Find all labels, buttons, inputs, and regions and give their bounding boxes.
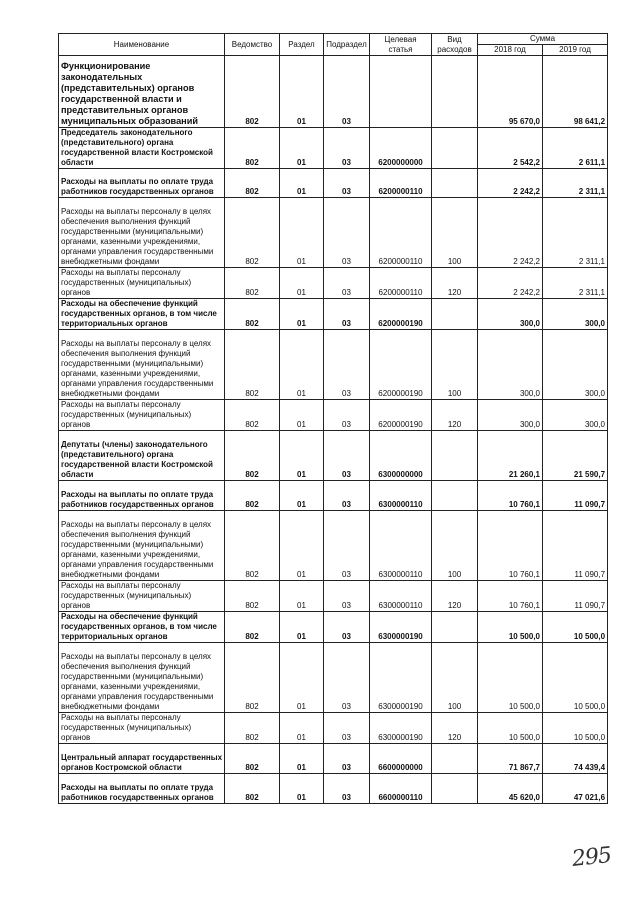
cell-target-article: 6200000000 <box>370 128 432 169</box>
cell-section: 01 <box>280 713 324 744</box>
cell-target-article: 6300000110 <box>370 511 432 581</box>
cell-subsection: 03 <box>324 128 370 169</box>
cell-name: Расходы на выплаты по оплате труда работников государственных органов <box>59 481 225 511</box>
cell-section: 01 <box>280 128 324 169</box>
cell-section: 01 <box>280 431 324 481</box>
cell-amount-2019: 300,0 <box>543 299 608 330</box>
cell-expense-type <box>432 56 478 128</box>
budget-table-page <box>58 33 608 804</box>
table-row <box>59 128 608 169</box>
cell-subsection: 03 <box>324 581 370 612</box>
cell-subsection: 03 <box>324 774 370 804</box>
cell-expense-type: 100 <box>432 643 478 713</box>
cell-subsection: 03 <box>324 198 370 268</box>
table-row <box>59 511 608 581</box>
cell-name: Расходы на выплаты персоналу в целях обеспечения выполнения функций государственными (муниципальными) органами, казенными учреждениями, органами управления государственными внебюджетными фондами <box>59 330 225 400</box>
cell-name: Расходы на обеспечение функций государственных органов, в том числе территориальных органов <box>59 612 225 643</box>
cell-target-article: 6300000110 <box>370 481 432 511</box>
cell-name: Расходы на выплаты персоналу государственных (муниципальных) органов <box>59 581 225 612</box>
cell-amount-2019: 98 641,2 <box>543 56 608 128</box>
cell-amount-2019: 74 439,4 <box>543 744 608 774</box>
cell-target-article: 6200000190 <box>370 330 432 400</box>
cell-section: 01 <box>280 744 324 774</box>
cell-amount-2018: 10 760,1 <box>478 511 543 581</box>
cell-expense-type <box>432 774 478 804</box>
cell-subsection: 03 <box>324 56 370 128</box>
budget-table-body <box>59 56 608 804</box>
cell-name: Расходы на выплаты персоналу в целях обеспечения выполнения функций государственными (муниципальными) органами, казенными учреждениями, органами управления государственными внебюджетными фондами <box>59 198 225 268</box>
cell-target-article: 6200000110 <box>370 169 432 198</box>
cell-expense-type <box>432 481 478 511</box>
cell-expense-type <box>432 431 478 481</box>
cell-department: 802 <box>225 431 280 481</box>
cell-department: 802 <box>225 169 280 198</box>
cell-department: 802 <box>225 481 280 511</box>
cell-subsection: 03 <box>324 431 370 481</box>
cell-department: 802 <box>225 643 280 713</box>
cell-target-article: 6300000190 <box>370 643 432 713</box>
cell-amount-2019: 10 500,0 <box>543 612 608 643</box>
table-row <box>59 774 608 804</box>
cell-subsection: 03 <box>324 299 370 330</box>
cell-expense-type: 120 <box>432 268 478 299</box>
table-row <box>59 400 608 431</box>
cell-subsection: 03 <box>324 400 370 431</box>
cell-subsection: 03 <box>324 612 370 643</box>
cell-target-article: 6200000110 <box>370 268 432 299</box>
cell-name: Расходы на выплаты персоналу в целях обеспечения выполнения функций государственными (муниципальными) органами, казенными учреждениями, органами управления государственными внебюджетными фондами <box>59 643 225 713</box>
col-header-department: Ведомство <box>225 34 280 56</box>
table-row <box>59 169 608 198</box>
table-row <box>59 268 608 299</box>
cell-expense-type: 100 <box>432 511 478 581</box>
cell-expense-type: 120 <box>432 400 478 431</box>
cell-section: 01 <box>280 299 324 330</box>
cell-target-article: 6300000110 <box>370 581 432 612</box>
cell-target-article: 6200000190 <box>370 400 432 431</box>
cell-amount-2018: 71 867,7 <box>478 744 543 774</box>
cell-subsection: 03 <box>324 268 370 299</box>
page-number: 295 <box>570 843 613 872</box>
cell-amount-2018: 21 260,1 <box>478 431 543 481</box>
cell-department: 802 <box>225 268 280 299</box>
cell-department: 802 <box>225 56 280 128</box>
cell-department: 802 <box>225 744 280 774</box>
cell-amount-2019: 2 611,1 <box>543 128 608 169</box>
col-header-target-article: Целевая статья <box>370 34 432 56</box>
cell-department: 802 <box>225 774 280 804</box>
cell-section: 01 <box>280 268 324 299</box>
cell-department: 802 <box>225 400 280 431</box>
cell-subsection: 03 <box>324 744 370 774</box>
table-row <box>59 431 608 481</box>
cell-amount-2018: 300,0 <box>478 299 543 330</box>
budget-table <box>58 33 608 804</box>
table-row <box>59 643 608 713</box>
col-header-2019: 2019 год <box>543 45 608 56</box>
cell-expense-type <box>432 128 478 169</box>
cell-amount-2019: 11 090,7 <box>543 511 608 581</box>
cell-subsection: 03 <box>324 713 370 744</box>
cell-amount-2019: 2 311,1 <box>543 268 608 299</box>
cell-amount-2019: 10 500,0 <box>543 713 608 744</box>
cell-subsection: 03 <box>324 481 370 511</box>
cell-name: Расходы на выплаты по оплате труда работников государственных органов <box>59 169 225 198</box>
cell-target-article: 6300000190 <box>370 713 432 744</box>
cell-amount-2019: 11 090,7 <box>543 581 608 612</box>
cell-department: 802 <box>225 198 280 268</box>
cell-amount-2018: 10 500,0 <box>478 643 543 713</box>
cell-amount-2018: 2 242,2 <box>478 268 543 299</box>
col-header-amount: Сумма <box>478 34 608 45</box>
cell-amount-2019: 300,0 <box>543 400 608 431</box>
cell-expense-type <box>432 612 478 643</box>
cell-section: 01 <box>280 400 324 431</box>
cell-target-article: 6600000000 <box>370 744 432 774</box>
table-row <box>59 713 608 744</box>
cell-target-article: 6300000000 <box>370 431 432 481</box>
cell-section: 01 <box>280 643 324 713</box>
cell-expense-type: 100 <box>432 330 478 400</box>
cell-name: Функционирование законодательных (представительных) органов государственной власти и представительных органов муниципальных образований <box>59 56 225 128</box>
table-row <box>59 56 608 128</box>
cell-target-article: 6600000110 <box>370 774 432 804</box>
cell-section: 01 <box>280 198 324 268</box>
cell-name: Расходы на выплаты персоналу государственных (муниципальных) органов <box>59 268 225 299</box>
cell-section: 01 <box>280 330 324 400</box>
cell-target-article: 6300000190 <box>370 612 432 643</box>
cell-amount-2018: 10 500,0 <box>478 612 543 643</box>
cell-department: 802 <box>225 128 280 169</box>
cell-amount-2018: 45 620,0 <box>478 774 543 804</box>
cell-expense-type <box>432 169 478 198</box>
cell-amount-2019: 300,0 <box>543 330 608 400</box>
table-row <box>59 330 608 400</box>
cell-amount-2019: 2 311,1 <box>543 169 608 198</box>
cell-section: 01 <box>280 774 324 804</box>
cell-amount-2019: 10 500,0 <box>543 643 608 713</box>
cell-subsection: 03 <box>324 643 370 713</box>
cell-subsection: 03 <box>324 330 370 400</box>
table-row <box>59 581 608 612</box>
cell-amount-2018: 300,0 <box>478 330 543 400</box>
cell-department: 802 <box>225 713 280 744</box>
col-header-section: Раздел <box>280 34 324 56</box>
cell-amount-2019: 2 311,1 <box>543 198 608 268</box>
cell-name: Депутаты (члены) законодательного (представительного) органа государственной власти Костромской области <box>59 431 225 481</box>
table-row <box>59 198 608 268</box>
cell-name: Расходы на выплаты персоналу государственных (муниципальных) органов <box>59 400 225 431</box>
cell-name: Расходы на выплаты персоналу в целях обеспечения выполнения функций государственными (муниципальными) органами, казенными учреждениями, органами управления государственными внебюджетными фондами <box>59 511 225 581</box>
cell-subsection: 03 <box>324 169 370 198</box>
cell-amount-2018: 2 242,2 <box>478 198 543 268</box>
cell-department: 802 <box>225 299 280 330</box>
cell-expense-type: 120 <box>432 713 478 744</box>
cell-department: 802 <box>225 581 280 612</box>
cell-section: 01 <box>280 481 324 511</box>
cell-section: 01 <box>280 511 324 581</box>
cell-amount-2018: 10 760,1 <box>478 581 543 612</box>
cell-target-article <box>370 56 432 128</box>
cell-expense-type <box>432 744 478 774</box>
cell-amount-2018: 95 670,0 <box>478 56 543 128</box>
cell-amount-2018: 300,0 <box>478 400 543 431</box>
cell-section: 01 <box>280 612 324 643</box>
cell-expense-type: 120 <box>432 581 478 612</box>
cell-department: 802 <box>225 330 280 400</box>
col-header-expense-type: Вид расходов <box>432 34 478 56</box>
cell-name: Расходы на выплаты персоналу государственных (муниципальных) органов <box>59 713 225 744</box>
cell-target-article: 6200000110 <box>370 198 432 268</box>
col-header-name: Наименование <box>59 34 225 56</box>
cell-target-article: 6200000190 <box>370 299 432 330</box>
cell-department: 802 <box>225 511 280 581</box>
cell-name: Расходы на выплаты по оплате труда работников государственных органов <box>59 774 225 804</box>
cell-amount-2018: 2 242,2 <box>478 169 543 198</box>
cell-amount-2019: 21 590,7 <box>543 431 608 481</box>
cell-amount-2018: 10 500,0 <box>478 713 543 744</box>
cell-amount-2018: 10 760,1 <box>478 481 543 511</box>
cell-department: 802 <box>225 612 280 643</box>
table-row <box>59 481 608 511</box>
cell-amount-2018: 2 542,2 <box>478 128 543 169</box>
table-row <box>59 299 608 330</box>
cell-amount-2019: 47 021,6 <box>543 774 608 804</box>
cell-expense-type <box>432 299 478 330</box>
cell-section: 01 <box>280 169 324 198</box>
col-header-2018: 2018 год <box>478 45 543 56</box>
cell-expense-type: 100 <box>432 198 478 268</box>
cell-name: Центральный аппарат государственных органов Костромской области <box>59 744 225 774</box>
cell-name: Председатель законодательного (представительного) органа государственной власти Костромской области <box>59 128 225 169</box>
col-header-subsection: Подраздел <box>324 34 370 56</box>
cell-section: 01 <box>280 56 324 128</box>
table-row <box>59 612 608 643</box>
cell-subsection: 03 <box>324 511 370 581</box>
cell-section: 01 <box>280 581 324 612</box>
cell-amount-2019: 11 090,7 <box>543 481 608 511</box>
cell-name: Расходы на обеспечение функций государственных органов, в том числе территориальных органов <box>59 299 225 330</box>
table-row <box>59 744 608 774</box>
